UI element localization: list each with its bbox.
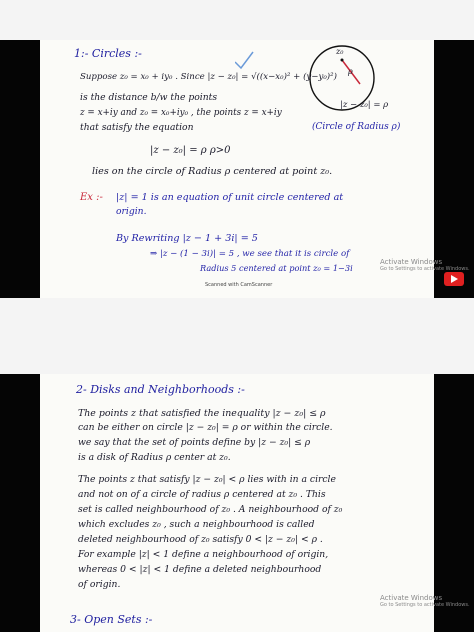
notes-page-1 [0,40,474,298]
rewrite-line: Radius 5 centered at point z₀ = 1−3i [200,263,353,273]
scanned-watermark: Scanned with CamScanner [205,282,273,288]
left-black-border [0,374,40,632]
open-sets-heading: 3- Open Sets :- [70,613,153,626]
disks-heading: 2- Disks and Neighborhoods :- [76,383,245,396]
text-line: of origin. [78,579,121,590]
text-line: z = x+iy and z₀ = x₀+iy₀ , the points z = x+iy [80,108,282,118]
text-line: can be either on circle |z − z₀| = ρ or within the circle. [78,422,333,433]
text-line: For example |z| < 1 define a neighbourhood of origin, [78,549,329,560]
circle-equation-label: |z − z₀| = ρ [340,100,389,110]
circle-equation: |z − z₀| = ρ ρ>0 [150,145,231,156]
rewrite-line: ⇒ |z − (1 − 3i)| = 5 , we see that it is circle of [150,249,350,259]
text-line: set is called neighbourhood of z₀ . A neighbourhood of z₀ [78,504,343,515]
left-black-border [0,40,40,298]
text-line: The points z that satisfy |z − z₀| < ρ lies with in a circle [78,474,336,485]
example-text: |z| = 1 is an equation of unit circle centered at [116,192,344,203]
text-line: deleted neighbourhood of z₀ satisfy 0 < |z − z₀| < ρ . [78,534,323,545]
example-label: Ex :- [80,192,103,203]
notes-page-2 [0,374,474,632]
youtube-logo-icon [444,272,464,286]
circle-label-rho: ρ [348,67,353,76]
circles-heading: 1:- Circles :- [74,47,142,60]
activate-subtitle: Go to Settings to activate Windows. [380,266,470,272]
text-line: we say that the set of points define by |z − z₀| ≤ ρ [78,437,311,448]
text-line: that satisfy the equation [80,122,194,133]
circle-label-z0: z₀ [336,47,344,56]
page-gap [0,298,474,374]
circle-caption: (Circle of Radius ρ) [312,122,401,132]
activate-windows-notice [380,258,470,272]
activate-title: Activate Windows [380,594,443,602]
activate-title: Activate Windows [380,258,443,266]
text-line: and not on of a circle of radius ρ centered at z₀ . This [78,489,326,500]
text-line: lies on the circle of Radius ρ centered at point z₀. [92,166,333,177]
text-line: The points z that satisfied the inequality |z − z₀| ≤ ρ [78,408,326,419]
activate-windows-notice [380,594,470,608]
example-text: origin. [116,206,147,217]
rewrite-line: By Rewriting |z − 1 + 3i| = 5 [116,233,258,244]
activate-subtitle: Go to Settings to activate Windows. [380,602,470,608]
text-line: whereas 0 < |z| < 1 define a deleted neighbourhood [78,564,322,575]
text-line: which excludes z₀ , such a neighbourhood is called [78,519,315,530]
text-line: is the distance b/w the points [80,92,218,103]
text-line: Suppose z₀ = x₀ + iy₀ . Since |z − z₀| = √((x−x₀)² + (y−y₀)²) [80,72,337,82]
text-line: is a disk of Radius ρ center at z₀. [78,452,231,463]
